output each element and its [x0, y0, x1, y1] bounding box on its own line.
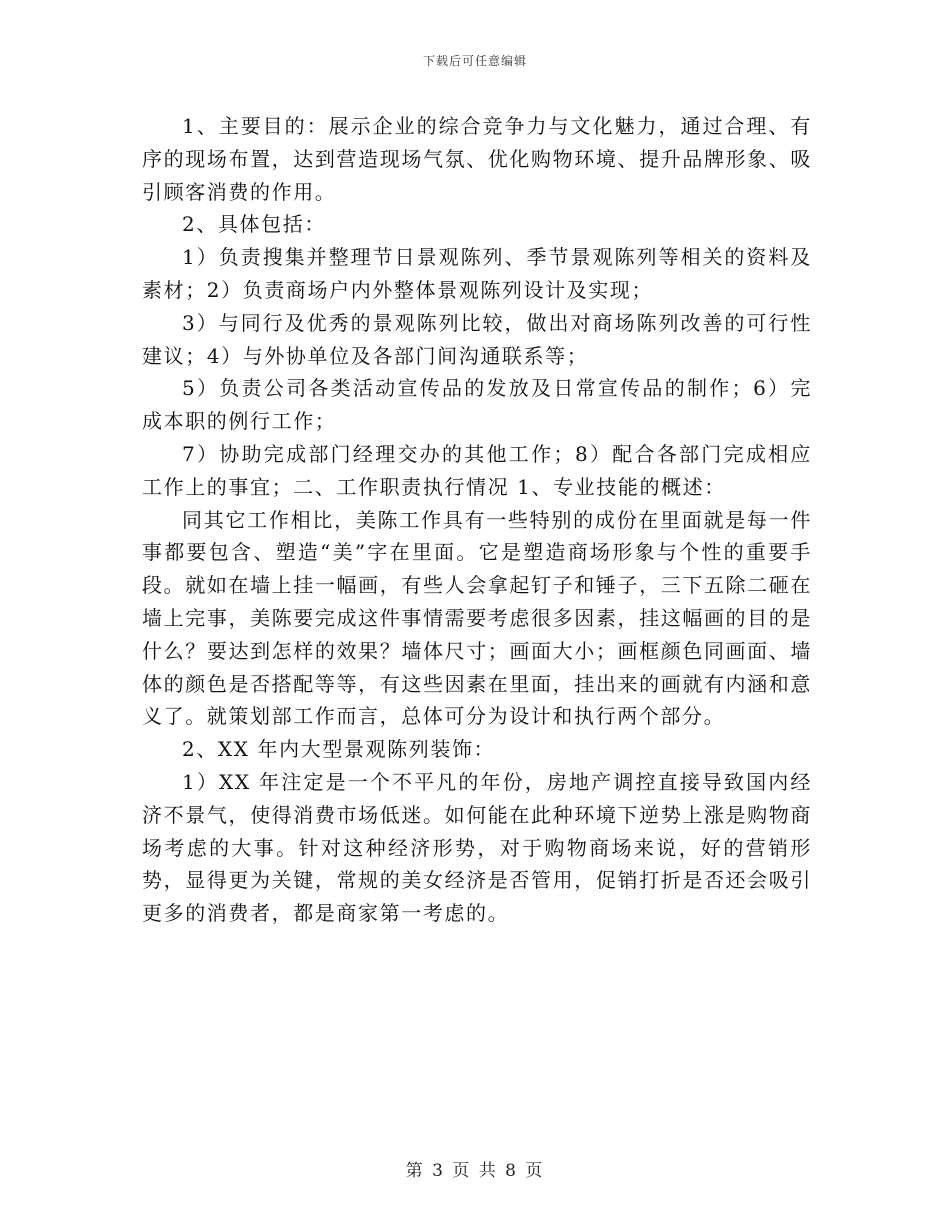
header-note: 下载后可任意编辑 — [422, 54, 527, 68]
paragraph-display-heading: 2、XX 年内大型景观陈列装饰： — [182, 737, 496, 762]
page-number: 第 3 页 共 8 页 — [405, 1161, 545, 1181]
paragraph-duties-1-2: 1）负责搜集并整理节日景观陈列、季节景观陈列等相关的资料及素材；2）负责商场户内外整体景观陈列设计及实现； — [142, 245, 812, 302]
paragraph-scope-heading: 2、具体包括： — [182, 212, 326, 237]
paragraph-skill-overview: 同其它工作相比，美陈工作具有一些特别的成份在里面就是每一件事都要包含、塑造“美”字在里面。它是塑造商场形象与个性的重要手段。就如在墙上挂一幅画，有些人会拿起钉子和锤子，三下五除二砸在墙上完事，美陈要完成这件事情需要考虑很多因素，挂这幅画的目的是什么？要达到怎样的效果？墙体尺寸；画面大小；画框颜色同画面、墙体的颜色是否搭配等等，有这些因素在里面，挂出来的画就有内涵和意义了。就策划部工作而言，总体可分为设计和执行两个部分。 — [142, 507, 812, 729]
paragraph-duties-7-8: 7）协助完成部门经理交办的其他工作；8）配合各部门完成相应工作上的事宜；二、工作职责执行情况 1、专业技能的概述： — [142, 441, 812, 499]
document-body — [142, 110, 812, 930]
paragraph-purpose: 1、主要目的：展示企业的综合竞争力与文化魅力，通过合理、有序的现场布置，达到营造现场气氛、优化购物环境、提升品牌形象、吸引顾客消费的作用。 — [142, 114, 812, 204]
paragraph-duties-5-6: 5）负责公司各类活动宣传品的发放及日常宣传品的制作；6）完成本职的例行工作； — [142, 376, 812, 434]
paragraph-market-context: 1）XX 年注定是一个不平凡的年份，房地产调控直接导致国内经济不景气，使得消费市场低迷。如何能在此种环境下逆势上涨是购物商场考虑的大事。针对这种经济形势，对于购物商场来说，好的营销形势，显得更为关键，常规的美女经济是否管用，促销打折是否还会吸引更多的消费者，都是商家第一考虑的。 — [142, 769, 812, 926]
paragraph-duties-3-4: 3）与同行及优秀的景观陈列比较，做出对商场陈列改善的可行性建议；4）与外协单位及各部门间沟通联系等； — [142, 310, 812, 368]
